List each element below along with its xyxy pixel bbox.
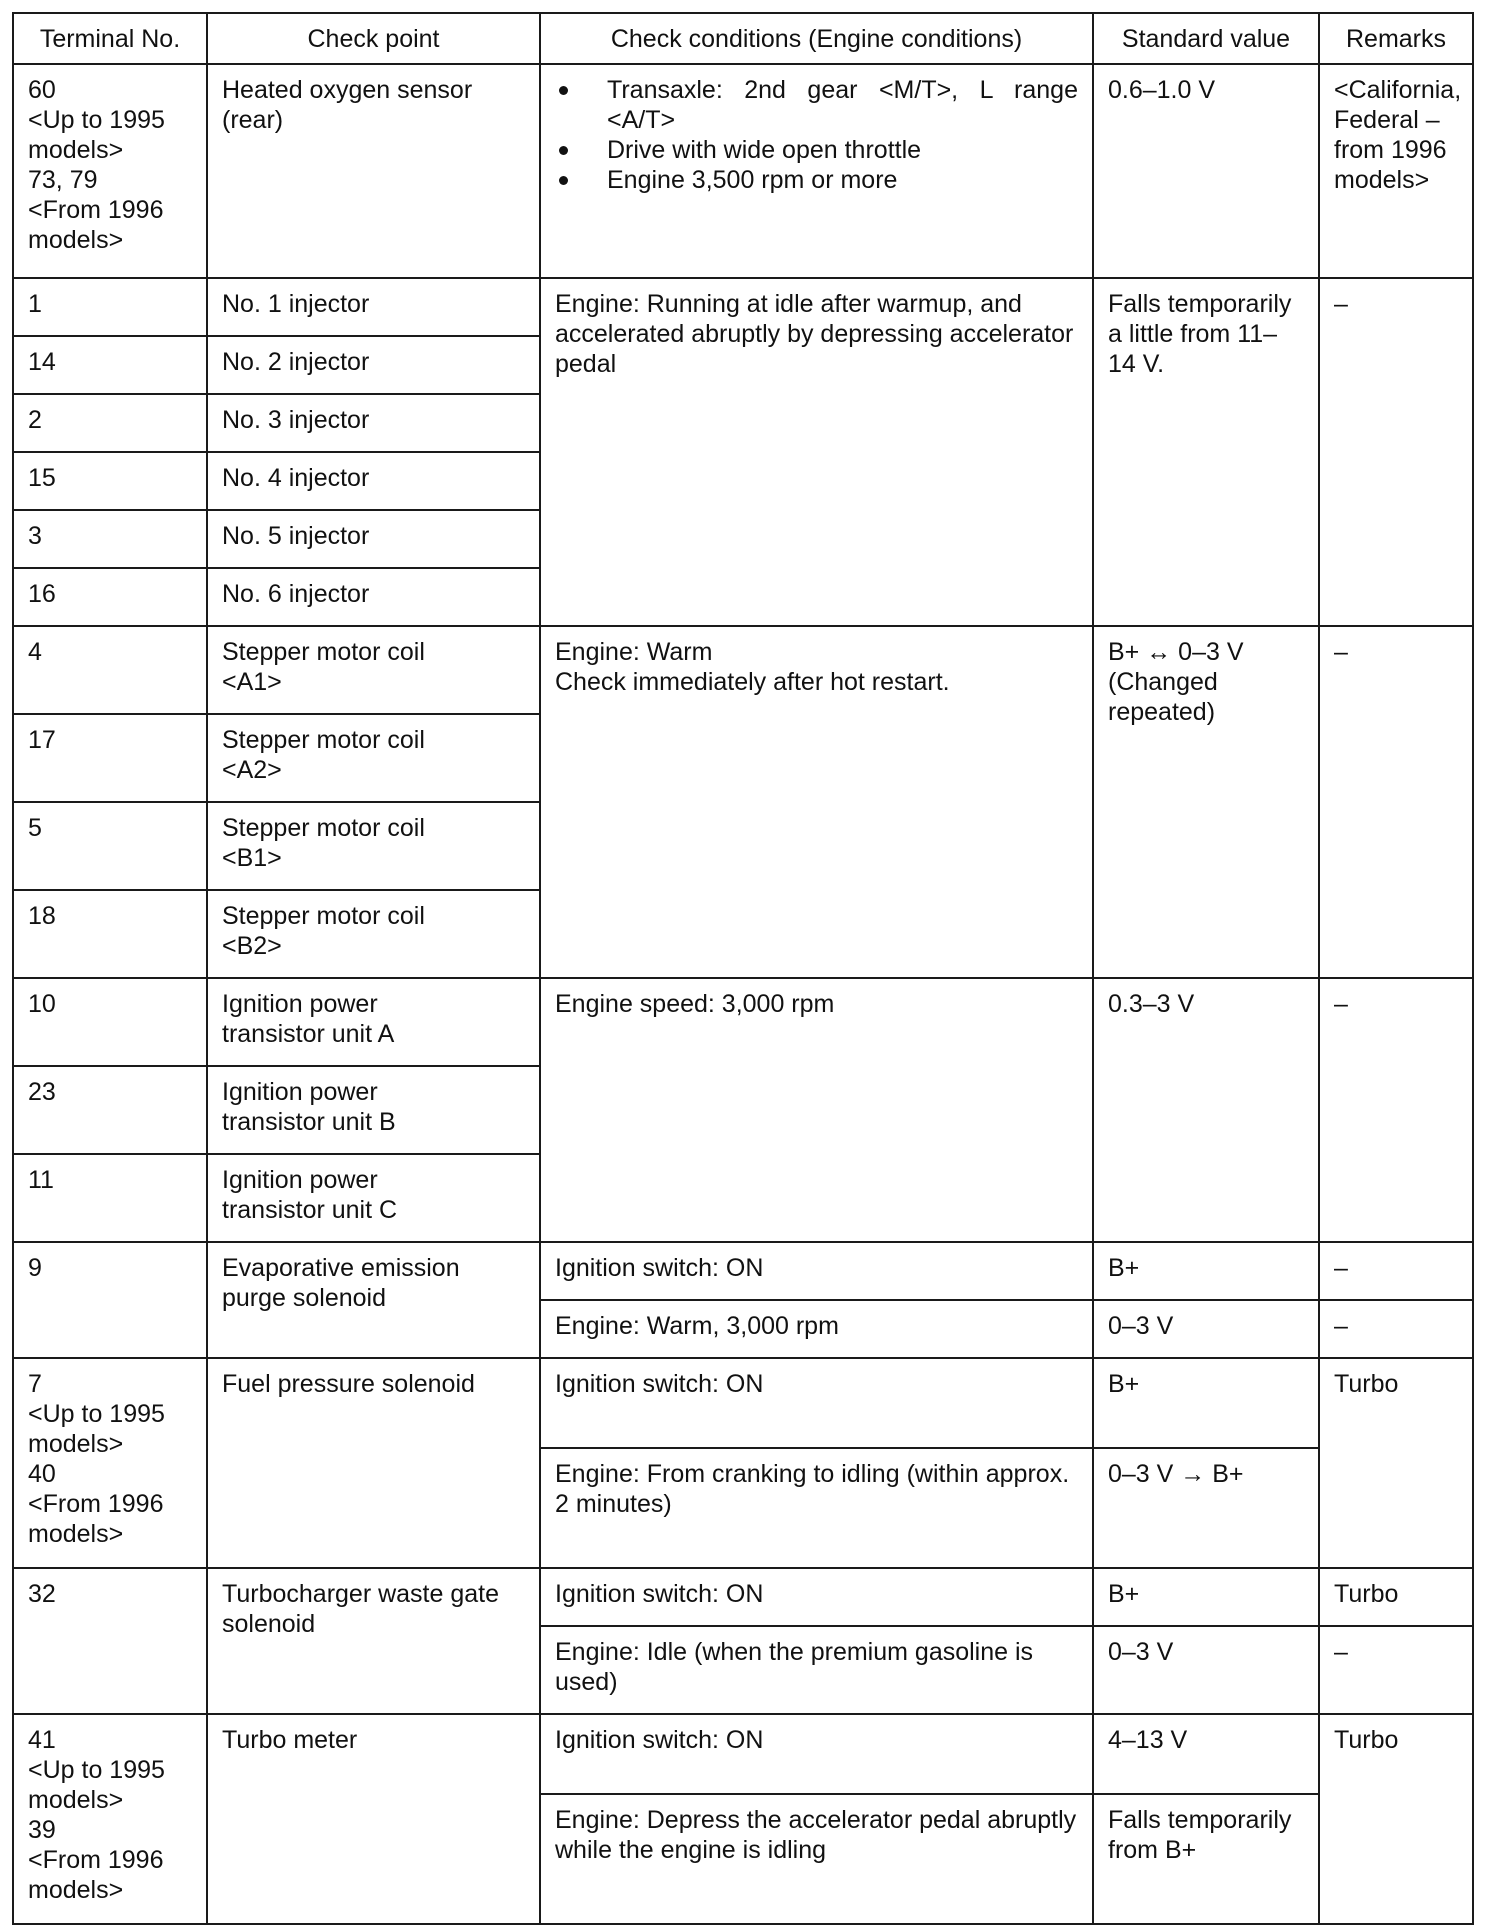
check-point-cell: No. 2 injector bbox=[207, 336, 540, 394]
conditions-cell: Engine: Running at idle after warmup, and accelerated abruptly by depressing accelerator pedal bbox=[540, 278, 1093, 626]
standard-value-cell: 0–3 V → B+ bbox=[1093, 1448, 1319, 1568]
remarks-cell: – bbox=[1319, 278, 1473, 626]
remarks-cell: – bbox=[1319, 1626, 1473, 1714]
conditions-cell: Engine: Depress the accelerator pedal abruptly while the engine is idling bbox=[540, 1794, 1093, 1924]
terminal-cell: 23 bbox=[13, 1066, 207, 1154]
terminal-cell: 18 bbox=[13, 890, 207, 978]
check-point-cell: Stepper motor coil <A1> bbox=[207, 626, 540, 714]
terminal-cell: 9 bbox=[13, 1242, 207, 1358]
check-point-cell: No. 5 injector bbox=[207, 510, 540, 568]
check-point-cell: Turbocharger waste gate solenoid bbox=[207, 1568, 540, 1714]
check-point-cell: Stepper motor coil <A2> bbox=[207, 714, 540, 802]
condition-item: Transaxle: 2nd gear <M/T>, L range <A/T> bbox=[555, 75, 1078, 135]
check-point-cell: Turbo meter bbox=[207, 1714, 540, 1924]
conditions-cell: Ignition switch: ON bbox=[540, 1568, 1093, 1626]
conditions-cell: Engine: From cranking to idling (within approx. 2 minutes) bbox=[540, 1448, 1093, 1568]
header-terminal: Terminal No. bbox=[13, 13, 207, 64]
check-point-cell: No. 4 injector bbox=[207, 452, 540, 510]
table-row bbox=[13, 1242, 1473, 1300]
header-remarks: Remarks bbox=[1319, 13, 1473, 64]
check-point-cell: Heated oxygen sensor (rear) bbox=[207, 64, 540, 278]
condition-item: Engine 3,500 rpm or more bbox=[555, 165, 1078, 195]
standard-value-cell: 4–13 V bbox=[1093, 1714, 1319, 1794]
remarks-cell: Turbo bbox=[1319, 1714, 1473, 1924]
table-row bbox=[13, 978, 1473, 1066]
standard-value-cell: B+ bbox=[1093, 1568, 1319, 1626]
table-row bbox=[13, 278, 1473, 336]
remarks-cell: – bbox=[1319, 626, 1473, 978]
terminal-cell: 16 bbox=[13, 568, 207, 626]
remarks-cell: Turbo bbox=[1319, 1358, 1473, 1568]
conditions-cell: Engine: Warm Check immediately after hot restart. bbox=[540, 626, 1093, 978]
terminal-cell: 17 bbox=[13, 714, 207, 802]
remarks-cell: Turbo bbox=[1319, 1568, 1473, 1626]
standard-value-cell: 0.6–1.0 V bbox=[1093, 64, 1319, 278]
check-point-cell: Stepper motor coil <B2> bbox=[207, 890, 540, 978]
terminal-cell: 14 bbox=[13, 336, 207, 394]
remarks-cell: <California, Federal – from 1996 models> bbox=[1319, 64, 1473, 278]
table-row bbox=[13, 1568, 1473, 1626]
terminal-cell: 10 bbox=[13, 978, 207, 1066]
header-conditions: Check conditions (Engine conditions) bbox=[540, 13, 1093, 64]
remarks-cell: – bbox=[1319, 978, 1473, 1242]
table-row bbox=[13, 1358, 1473, 1448]
check-point-cell: No. 1 injector bbox=[207, 278, 540, 336]
standard-value-cell: 0–3 V bbox=[1093, 1300, 1319, 1358]
table-row bbox=[13, 1714, 1473, 1794]
check-point-cell: Ignition power transistor unit A bbox=[207, 978, 540, 1066]
check-point-cell: Stepper motor coil <B1> bbox=[207, 802, 540, 890]
terminal-check-table bbox=[12, 12, 1474, 1925]
remarks-cell: – bbox=[1319, 1242, 1473, 1300]
standard-value-cell: 0.3–3 V bbox=[1093, 978, 1319, 1242]
remarks-cell: – bbox=[1319, 1300, 1473, 1358]
table-row bbox=[13, 626, 1473, 714]
conditions-cell bbox=[540, 64, 1093, 278]
terminal-cell: 60 <Up to 1995 models> 73, 79 <From 1996 models> bbox=[13, 64, 207, 278]
check-point-cell: Evaporative emission purge solenoid bbox=[207, 1242, 540, 1358]
terminal-cell: 32 bbox=[13, 1568, 207, 1714]
header-standard-value: Standard value bbox=[1093, 13, 1319, 64]
header-row bbox=[13, 13, 1473, 64]
terminal-cell: 41 <Up to 1995 models> 39 <From 1996 models> bbox=[13, 1714, 207, 1924]
standard-value-cell: 0–3 V bbox=[1093, 1626, 1319, 1714]
terminal-cell: 7 <Up to 1995 models> 40 <From 1996 models> bbox=[13, 1358, 207, 1568]
terminal-cell: 1 bbox=[13, 278, 207, 336]
check-point-cell: Fuel pressure solenoid bbox=[207, 1358, 540, 1568]
standard-value-cell: B+ bbox=[1093, 1242, 1319, 1300]
terminal-cell: 2 bbox=[13, 394, 207, 452]
standard-value-cell: B+ bbox=[1093, 1358, 1319, 1448]
terminal-cell: 4 bbox=[13, 626, 207, 714]
header-check-point: Check point bbox=[207, 13, 540, 64]
condition-item: Drive with wide open throttle bbox=[555, 135, 1078, 165]
terminal-cell: 11 bbox=[13, 1154, 207, 1242]
conditions-cell: Ignition switch: ON bbox=[540, 1358, 1093, 1448]
standard-value-cell: Falls temporarily from B+ bbox=[1093, 1794, 1319, 1924]
check-point-cell: Ignition power transistor unit B bbox=[207, 1066, 540, 1154]
standard-value-cell: B+ ↔ 0–3 V (Changed repeated) bbox=[1093, 626, 1319, 978]
conditions-cell: Ignition switch: ON bbox=[540, 1242, 1093, 1300]
check-point-cell: No. 6 injector bbox=[207, 568, 540, 626]
terminal-cell: 3 bbox=[13, 510, 207, 568]
terminal-cell: 5 bbox=[13, 802, 207, 890]
standard-value-cell: Falls temporarily a little from 11–14 V. bbox=[1093, 278, 1319, 626]
conditions-cell: Engine: Warm, 3,000 rpm bbox=[540, 1300, 1093, 1358]
condition-list bbox=[555, 75, 1078, 195]
terminal-cell: 15 bbox=[13, 452, 207, 510]
table-row bbox=[13, 64, 1473, 278]
conditions-cell: Engine speed: 3,000 rpm bbox=[540, 978, 1093, 1242]
conditions-cell: Engine: Idle (when the premium gasoline is used) bbox=[540, 1626, 1093, 1714]
check-point-cell: Ignition power transistor unit C bbox=[207, 1154, 540, 1242]
check-point-cell: No. 3 injector bbox=[207, 394, 540, 452]
conditions-cell: Ignition switch: ON bbox=[540, 1714, 1093, 1794]
